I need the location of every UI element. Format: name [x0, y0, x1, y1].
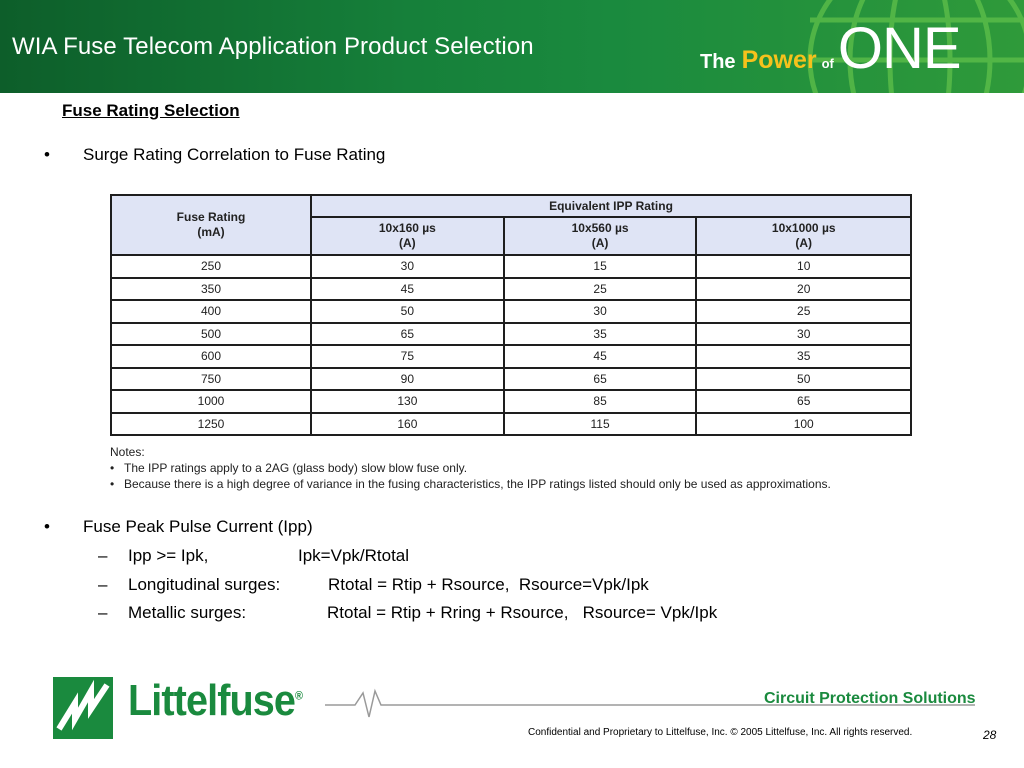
brand-power-of-one	[700, 16, 961, 81]
bullet-item	[44, 517, 544, 539]
brand-power: Power	[741, 46, 817, 74]
table-row: 250 30 15 10	[111, 255, 911, 278]
table-row: 1250 160 115 100	[111, 413, 911, 436]
note-item: • Because there is a high degree of variance in the fusing characteristics, the IPP ratings listed should only be used as approximations.	[110, 477, 831, 491]
sub-item-formula: Rtotal = Rtip + Rring + Rsource, Rsource= Vpk/Ipk	[327, 603, 718, 622]
table-row: 600 75 45 35	[111, 345, 911, 368]
sub-item	[98, 546, 898, 568]
bullet-text: Surge Rating Correlation to Fuse Rating	[83, 145, 386, 164]
col-header-10x1000: 10x1000 µs (A)	[696, 217, 911, 255]
sub-item-formula: Rtotal = Rtip + Rsource, Rsource=Vpk/Ipk	[328, 575, 649, 594]
page-number: 28	[983, 728, 997, 742]
table-row: 1000 130 85 65	[111, 390, 911, 413]
sub-item-label: Metallic surges:	[128, 603, 247, 622]
notes-title: Notes:	[110, 445, 145, 459]
bullet-dot-icon: •	[44, 145, 50, 164]
bullet-dot-icon: •	[44, 517, 50, 536]
tagline: Circuit Protection Solutions	[764, 690, 976, 707]
sub-item	[98, 575, 898, 597]
brand-of: of	[821, 56, 834, 71]
group-header-ipp: Equivalent IPP Rating	[311, 195, 911, 217]
page-title: WIA Fuse Telecom Application Product Selection	[12, 33, 534, 60]
col-header-10x560: 10x560 µs (A)	[504, 217, 697, 255]
brand-the: The	[700, 51, 736, 73]
sub-item-label: Longitudinal surges:	[128, 575, 281, 594]
table-notes	[110, 444, 831, 492]
dash-icon: –	[98, 575, 108, 594]
table-row: 750 90 65 50	[111, 368, 911, 391]
fuse-rating-table	[110, 194, 912, 436]
brand-one: ONE	[837, 16, 961, 81]
littelfuse-wordmark: Littelfuse®	[128, 676, 303, 725]
header-banner	[0, 0, 1024, 93]
sub-item-label: Ipp >= Ipk,	[128, 546, 209, 565]
col-header-10x160: 10x160 µs (A)	[311, 217, 504, 255]
sub-item-formula: Ipk=Vpk/Rtotal	[298, 546, 410, 565]
col-header-fuse-rating: Fuse Rating (mA)	[111, 195, 311, 255]
bullet-text: Fuse Peak Pulse Current (Ipp)	[83, 517, 313, 536]
copyright-text: Confidential and Proprietary to Littelfuse, Inc. © 2005 Littelfuse, Inc. All rights reserved.	[528, 727, 913, 738]
table-row: 350 45 25 20	[111, 278, 911, 301]
table-row: 500 65 35 30	[111, 323, 911, 346]
littelfuse-logo-icon	[53, 677, 113, 739]
section-title: Fuse Rating Selection	[62, 101, 240, 120]
dash-icon: –	[98, 603, 108, 622]
note-item: • The IPP ratings apply to a 2AG (glass body) slow blow fuse only.	[110, 461, 468, 475]
table-row: 400 50 30 25	[111, 300, 911, 323]
sub-item	[98, 603, 898, 625]
bullet-item	[44, 145, 544, 167]
dash-icon: –	[98, 546, 108, 565]
